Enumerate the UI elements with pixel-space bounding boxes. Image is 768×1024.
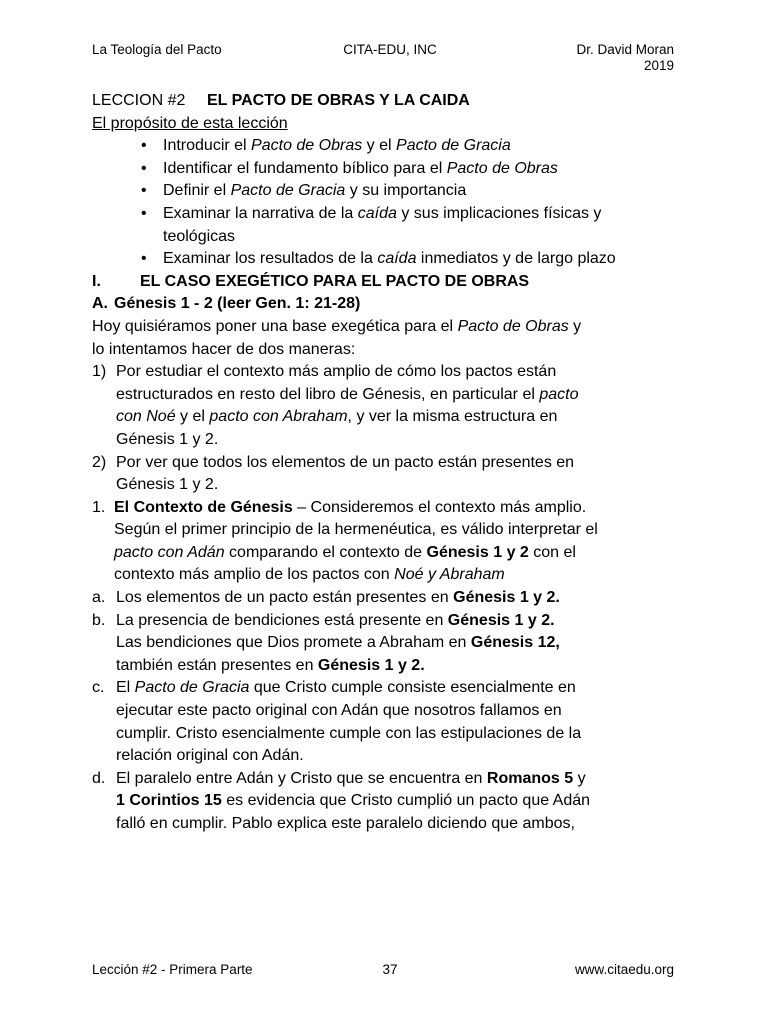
lesson-title: EL PACTO DE OBRAS Y LA CAIDA <box>207 92 470 109</box>
list-item: • Examinar los resultados de la caída inmediatos y de largo plazo <box>140 248 682 271</box>
subsection-title: Génesis 1 - 2 (leer Gen. 1: 21-28) <box>114 295 361 313</box>
list-item: 2) Por ver que todos los elementos de un pacto están presentes en Génesis 1 y 2. <box>92 453 575 494</box>
footer-lesson: Lección #2 - Primera Parte <box>92 962 253 977</box>
objectives-list <box>140 135 682 271</box>
lesson-heading <box>92 90 682 113</box>
point-genesis-context: 1. El Contexto de Génesis – Consideremos el contexto más amplio. Según el primer principio de la hermenéutica, es válido interpretar el pacto con Adán comparando el contexto de Génesis 1 y 2 con el contexto más amplio de los pactos con Noé y Abraham <box>92 498 598 584</box>
list-item: • Examinar la narrativa de la caída y sus implicaciones físicas y teológicas <box>141 204 602 245</box>
method-list <box>92 361 682 497</box>
page-footer <box>92 962 674 980</box>
alpha-list <box>92 587 682 836</box>
header-year: 2019 <box>643 58 674 73</box>
bullet-icon: • <box>141 159 147 177</box>
list-item: d. El paralelo entre Adán y Cristo que se encuentra en Romanos 5 y 1 Corintios 15 es evidencia que Cristo cumplió un pacto que Adán falló en cumplir. Pablo explica este paralelo diciendo que ambos, <box>92 769 591 832</box>
section-heading <box>92 271 682 294</box>
lesson-number: LECCION #2 <box>92 92 186 109</box>
section-title: EL CASO EXEGÉTICO PARA EL PACTO DE OBRAS <box>140 272 530 290</box>
bullet-icon: • <box>141 250 147 268</box>
page-number: 37 <box>382 962 398 977</box>
list-item: • Introducir el Pacto de Obras y el Pacto de Gracia <box>140 135 682 158</box>
section-number: I. <box>92 272 101 290</box>
list-item: a. Los elementos de un pacto están presentes en Génesis 1 y 2. <box>92 589 560 607</box>
list-item: • Identificar el fundamento bíblico para el Pacto de Obras <box>140 158 682 181</box>
header-author: Dr. David Moran <box>576 42 674 57</box>
bullet-icon: • <box>141 182 147 200</box>
header-author-year <box>576 42 674 74</box>
list-item: b. La presencia de bendiciones está presente en Génesis 1 y 2. Las bendiciones que Dios promete a Abraham en Génesis 12, también están presentes en Génesis 1 y 2. <box>92 611 560 674</box>
list-item: c. El Pacto de Gracia que Cristo cumple consiste esencialmente en ejecutar este pacto original con Adán que nosotros fallamos en cumplir. Cristo esencialmente cumple con las estipulaciones de la relación original con Adán. <box>92 679 582 765</box>
intro-paragraph: Hoy quisiéramos poner una base exegética para el Pacto de Obras y lo intentamos hacer de dos maneras: <box>92 317 582 358</box>
page-header <box>92 42 674 82</box>
subsection-letter: A. <box>92 295 108 313</box>
list-item: • Definir el Pacto de Gracia y su importancia <box>140 180 682 203</box>
header-organization: CITA-EDU, INC <box>343 42 437 57</box>
purpose-heading: El propósito de esta lección <box>92 114 288 132</box>
header-course-title: La Teología del Pacto <box>92 42 222 57</box>
footer-website-link[interactable]: www.citaedu.org <box>574 962 674 977</box>
bullet-icon: • <box>141 204 147 222</box>
bullet-icon: • <box>141 137 147 155</box>
document-body <box>92 90 682 836</box>
list-item: 1) Por estudiar el contexto más amplio de cómo los pactos están estructurados en resto del libro de Génesis, en particular el pacto con Noé y el pacto con Abraham, y ver la misma estructura en Génesis 1 y 2. <box>92 363 579 448</box>
subsection-heading <box>92 293 682 316</box>
